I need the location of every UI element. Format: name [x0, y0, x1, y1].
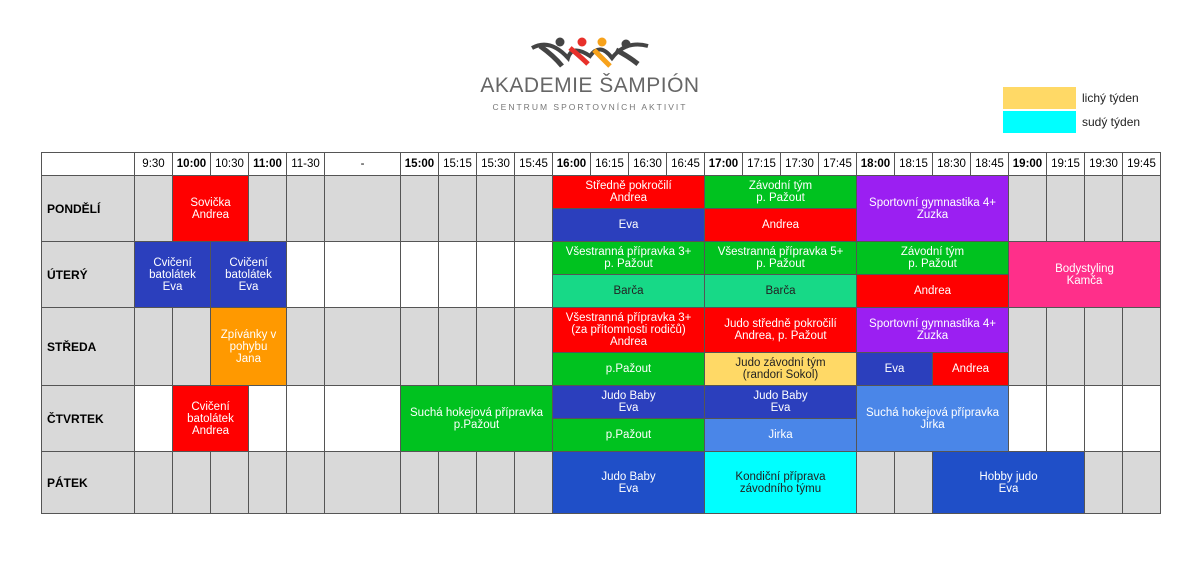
empty-slot	[211, 452, 249, 514]
event-cell[interactable]: Všestranná přípravka 3+ (za přítomnosti rodičů) Andrea	[553, 308, 705, 353]
empty-slot	[1085, 386, 1123, 452]
time-header: 10:00	[173, 153, 211, 176]
event-cell[interactable]: Judo Baby Eva	[553, 452, 705, 514]
empty-slot	[287, 242, 325, 308]
time-header: 16:30	[629, 153, 667, 176]
empty-slot	[477, 242, 515, 308]
event-cell[interactable]: Suchá hokejová přípravka Jirka	[857, 386, 1009, 452]
week-legend	[1003, 87, 1140, 135]
legend-odd-week	[1003, 87, 1140, 109]
empty-slot	[439, 308, 477, 386]
day-row-thursday	[42, 386, 1161, 419]
brand-name: AKADEMIE ŠAMPIÓN	[480, 74, 700, 97]
time-header: 16:00	[553, 153, 591, 176]
event-cell[interactable]: Kondiční příprava závodního týmu	[705, 452, 857, 514]
time-header: 15:15	[439, 153, 477, 176]
time-header: 16:15	[591, 153, 629, 176]
empty-slot	[857, 452, 895, 514]
empty-slot	[135, 386, 173, 452]
day-label: ÚTERÝ	[42, 242, 135, 308]
empty-slot	[477, 452, 515, 514]
empty-slot	[515, 452, 553, 514]
day-row-wednesday	[42, 308, 1161, 353]
day-label: PÁTEK	[42, 452, 135, 514]
event-cell[interactable]: Judo závodní tým (randori Sokol)	[705, 353, 857, 386]
event-cell[interactable]: Všestranná přípravka 3+ p. Pažout	[553, 242, 705, 275]
empty-slot	[439, 242, 477, 308]
logo-figures-icon	[530, 36, 650, 72]
legend-swatch-even	[1003, 111, 1076, 133]
time-header: 10:30	[211, 153, 249, 176]
time-header: 17:00	[705, 153, 743, 176]
empty-slot	[515, 242, 553, 308]
time-header: 15:00	[401, 153, 439, 176]
event-cell[interactable]: Sportovní gymnastika 4+ Zuzka	[857, 176, 1009, 242]
time-header-row	[42, 153, 1161, 176]
day-row-tuesday	[42, 242, 1161, 275]
event-cell[interactable]: Cvičení batolátek Eva	[135, 242, 211, 308]
day-label: PONDĚLÍ	[42, 176, 135, 242]
time-header: 18:15	[895, 153, 933, 176]
event-cell[interactable]: Všestranná přípravka 5+ p. Pažout	[705, 242, 857, 275]
event-cell[interactable]: Barča	[553, 275, 705, 308]
event-cell[interactable]: Středně pokročilí Andrea	[553, 176, 705, 209]
day-row-monday	[42, 176, 1161, 209]
empty-slot	[325, 176, 401, 242]
time-header: 18:45	[971, 153, 1009, 176]
time-header: -	[325, 153, 401, 176]
event-cell[interactable]: Barča	[705, 275, 857, 308]
empty-slot	[439, 452, 477, 514]
brand-tagline: CENTRUM SPORTOVNÍCH AKTIVIT	[492, 102, 688, 112]
event-cell[interactable]: Jirka	[705, 419, 857, 452]
event-cell[interactable]: Eva	[857, 353, 933, 386]
empty-slot	[1047, 308, 1085, 386]
empty-slot	[173, 308, 211, 386]
time-header: 19:00	[1009, 153, 1047, 176]
empty-slot	[1123, 176, 1161, 242]
time-header: 17:45	[819, 153, 857, 176]
event-cell[interactable]: Judo středně pokročilí Andrea, p. Pažout	[705, 308, 857, 353]
event-cell[interactable]: Sportovní gymnastika 4+ Zuzka	[857, 308, 1009, 353]
empty-slot	[287, 308, 325, 386]
event-cell[interactable]: Suchá hokejová přípravka p.Pažout	[401, 386, 553, 452]
legend-swatch-odd	[1003, 87, 1076, 109]
empty-slot	[515, 308, 553, 386]
empty-slot	[1085, 308, 1123, 386]
empty-slot	[135, 308, 173, 386]
empty-slot	[249, 452, 287, 514]
time-header: 11:00	[249, 153, 287, 176]
time-header: 19:15	[1047, 153, 1085, 176]
empty-slot	[515, 176, 553, 242]
time-header: 18:00	[857, 153, 895, 176]
empty-slot	[1123, 308, 1161, 386]
event-cell[interactable]: Cvičení batolátek Eva	[211, 242, 287, 308]
empty-slot	[401, 176, 439, 242]
empty-slot	[1047, 176, 1085, 242]
event-cell[interactable]: p.Pažout	[553, 353, 705, 386]
empty-slot	[401, 308, 439, 386]
logo	[470, 28, 710, 118]
empty-slot	[287, 176, 325, 242]
empty-slot	[249, 386, 287, 452]
event-cell[interactable]: Hobby judo Eva	[933, 452, 1085, 514]
time-header: 19:30	[1085, 153, 1123, 176]
empty-slot	[1123, 452, 1161, 514]
event-cell[interactable]: Andrea	[933, 353, 1009, 386]
empty-slot	[249, 176, 287, 242]
event-cell[interactable]: Bodystyling Kamča	[1009, 242, 1161, 308]
empty-slot	[401, 242, 439, 308]
empty-slot	[1085, 452, 1123, 514]
empty-slot	[895, 452, 933, 514]
empty-slot	[1009, 176, 1047, 242]
time-header: 15:30	[477, 153, 515, 176]
event-cell[interactable]: Cvičení batolátek Andrea	[173, 386, 249, 452]
time-header: 17:15	[743, 153, 781, 176]
event-cell[interactable]: Andrea	[857, 275, 1009, 308]
empty-slot	[325, 386, 401, 452]
legend-even-week	[1003, 111, 1140, 133]
event-cell[interactable]: Sovička Andrea	[173, 176, 249, 242]
event-cell[interactable]: Andrea	[705, 209, 857, 242]
time-header: 18:30	[933, 153, 971, 176]
empty-slot	[287, 386, 325, 452]
event-cell[interactable]: Eva	[553, 209, 705, 242]
empty-slot	[325, 242, 401, 308]
empty-slot	[1123, 386, 1161, 452]
empty-slot	[439, 176, 477, 242]
event-cell[interactable]: Judo Baby Eva	[705, 386, 857, 419]
event-cell[interactable]: Zpívánky v pohybu Jana	[211, 308, 287, 386]
empty-slot	[135, 176, 173, 242]
legend-label-even: sudý týden	[1082, 115, 1141, 129]
time-header: 15:45	[515, 153, 553, 176]
event-cell[interactable]: Judo Baby Eva	[553, 386, 705, 419]
empty-slot	[1009, 308, 1047, 386]
day-row-friday	[42, 452, 1161, 514]
day-label: STŘEDA	[42, 308, 135, 386]
empty-slot	[173, 452, 211, 514]
schedule-table	[41, 152, 1161, 514]
corner-cell	[42, 153, 135, 176]
empty-slot	[325, 452, 401, 514]
empty-slot	[287, 452, 325, 514]
empty-slot	[1085, 176, 1123, 242]
legend-label-odd: lichý týden	[1082, 91, 1139, 105]
event-cell[interactable]: Závodní tým p. Pažout	[705, 176, 857, 209]
empty-slot	[1047, 386, 1085, 452]
event-cell[interactable]: Závodní tým p. Pažout	[857, 242, 1009, 275]
empty-slot	[325, 308, 401, 386]
time-header: 11-30	[287, 153, 325, 176]
day-label: ČTVRTEK	[42, 386, 135, 452]
empty-slot	[1009, 386, 1047, 452]
time-header: 17:30	[781, 153, 819, 176]
empty-slot	[401, 452, 439, 514]
empty-slot	[135, 452, 173, 514]
empty-slot	[477, 308, 515, 386]
time-header: 19:45	[1123, 153, 1161, 176]
time-header: 9:30	[135, 153, 173, 176]
event-cell[interactable]: p.Pažout	[553, 419, 705, 452]
empty-slot	[477, 176, 515, 242]
time-header: 16:45	[667, 153, 705, 176]
